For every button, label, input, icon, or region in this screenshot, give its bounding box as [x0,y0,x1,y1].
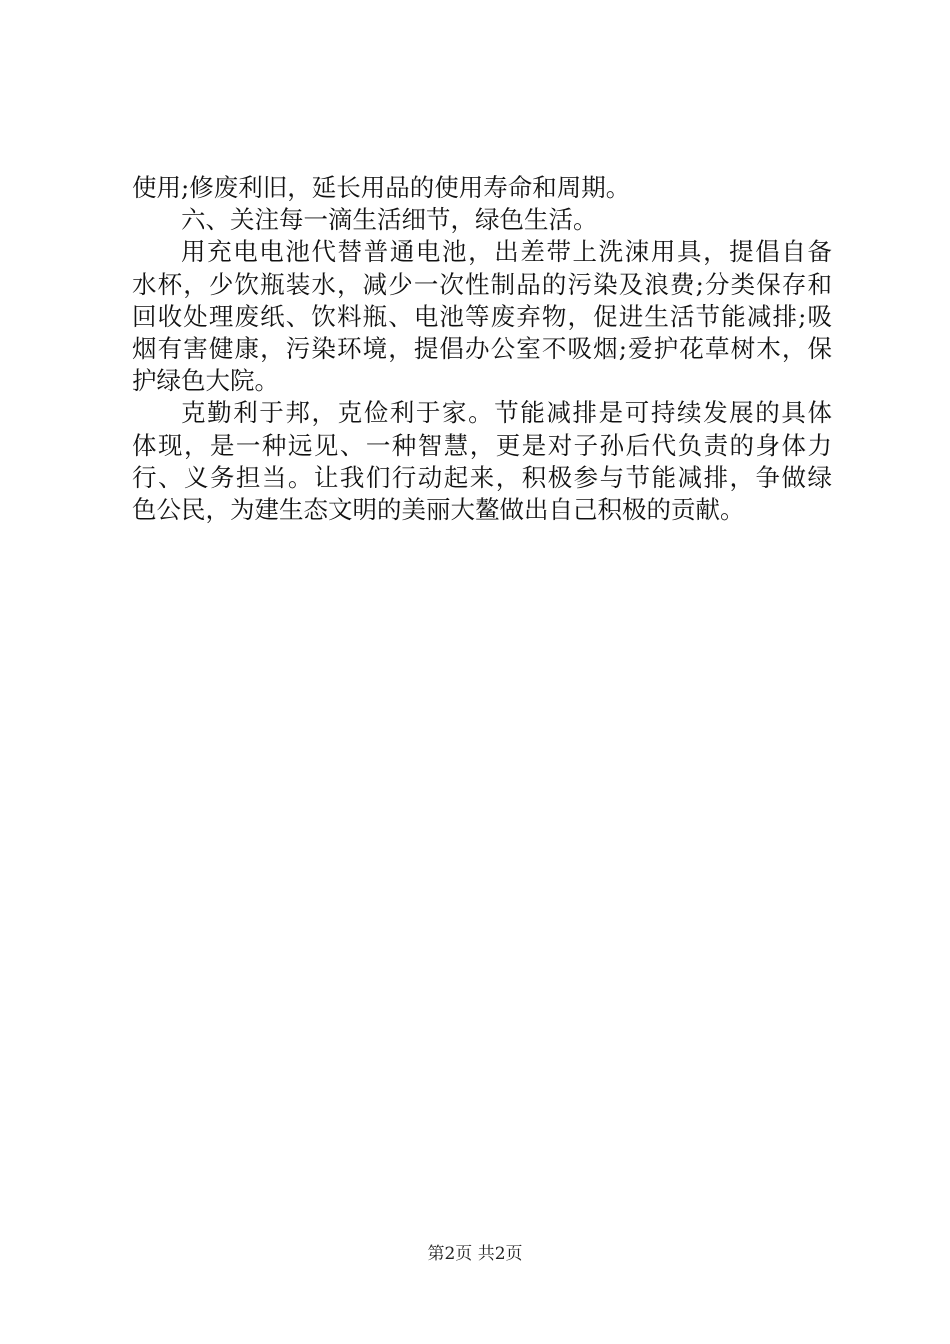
heading-six-green-living: 六、关注每一滴生活细节，绿色生活。 [181,205,598,235]
document-body [132,172,832,526]
paragraph-4-line-2: 体现，是一种远见、一种智慧，更是对子孙后代负责的身体力 [132,430,832,460]
paragraph-1-line-1: 使用;修废利旧，延长用品的使用寿命和周期。 [132,173,631,202]
paragraph-3-line-3: 回收处理废纸、饮料瓶、电池等废弃物，促进生活节能减排;吸 [132,301,832,331]
paragraph-4-line-3: 行、义务担当。让我们行动起来，积极参与节能减排，争做绿 [132,462,832,492]
paragraph-3-line-5: 护绿色大院。 [132,366,279,396]
page-number-footer: 第2页 共2页 [427,1244,523,1264]
paragraph-4-line-1: 克勤利于邦，克俭利于家。节能减排是可持续发展的具体 [181,398,832,428]
paragraph-3-line-4: 烟有害健康，污染环境，提倡办公室不吸烟;爱护花草树木，保 [132,333,832,363]
paragraph-3-line-1: 用充电电池代替普通电池，出差带上洗涑用具，提倡自备 [181,237,832,267]
paragraph-4-line-4: 色公民，为建生态文明的美丽大鳌做出自己积极的贡献。 [132,494,745,524]
paragraph-3-line-2: 水杯，少饮瓶装水，减少一次性制品的污染及浪费;分类保存和 [132,269,832,299]
